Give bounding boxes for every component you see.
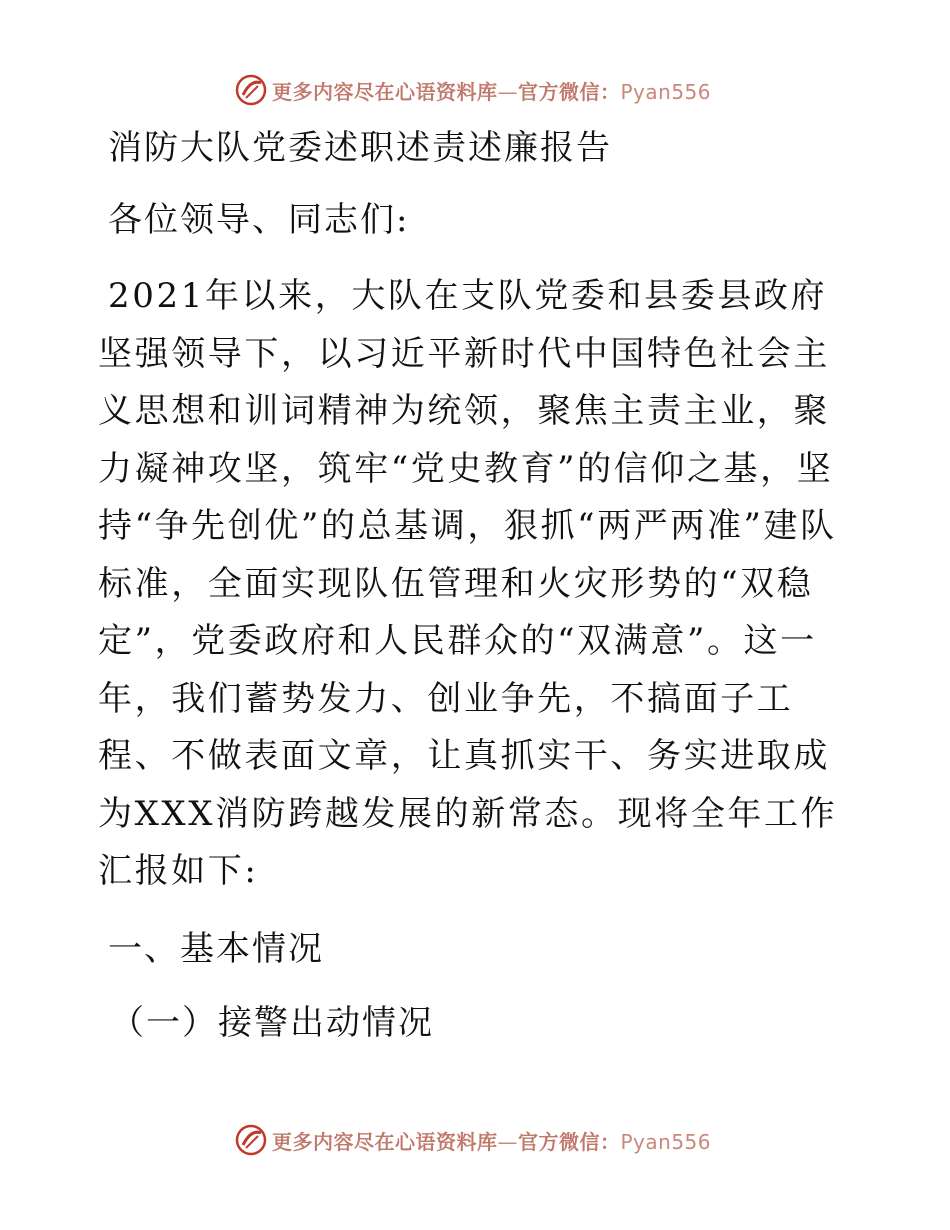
banner-wechat-id: Pyan556 — [620, 79, 712, 104]
banner-wechat-id: Pyan556 — [620, 1129, 712, 1154]
library-logo-icon — [234, 1123, 268, 1157]
subsection-heading: （一）接警出动情况 — [110, 1002, 434, 1043]
document-title: 消防大队党委述职述责述廉报告 — [108, 128, 612, 168]
body-paragraph: 2021年以来，大队在支队党委和县委县政府坚强领导下，以习近平新时代中国特色社会主义思想和训词精神为统领，聚焦主责主业，聚力凝神攻坚，筑牢“党史教育”的信仰之基，坚持“争先创优”的总基调，狠抓“两严两准”建队标准，全面实现队伍管理和火灾形势的“双稳定”，党委政府和人民群众的“双满意”。这一年，我们蓄势发力、创业争先，不搞面子工程、不做表面文章，让真抓实干、务实进取成为XXX消防跨越发展的新常态。现将全年工作汇报如下: — [98, 276, 838, 891]
document-body — [98, 122, 858, 1049]
footer-watermark-banner — [234, 1120, 711, 1160]
banner-official-label: 官方微信： — [518, 79, 621, 104]
banner-dash: — — [497, 1129, 518, 1154]
banner-main-text: 更多内容尽在心语资料库 — [272, 1129, 498, 1154]
banner-dash: — — [497, 79, 518, 104]
header-watermark-banner — [234, 70, 711, 110]
salutation: 各位领导、同志们: — [108, 200, 410, 240]
banner-main-text: 更多内容尽在心语资料库 — [272, 79, 498, 104]
section-heading: 一、基本情况 — [108, 928, 324, 969]
banner-official-label: 官方微信： — [518, 1129, 621, 1154]
library-logo-icon — [234, 73, 268, 107]
